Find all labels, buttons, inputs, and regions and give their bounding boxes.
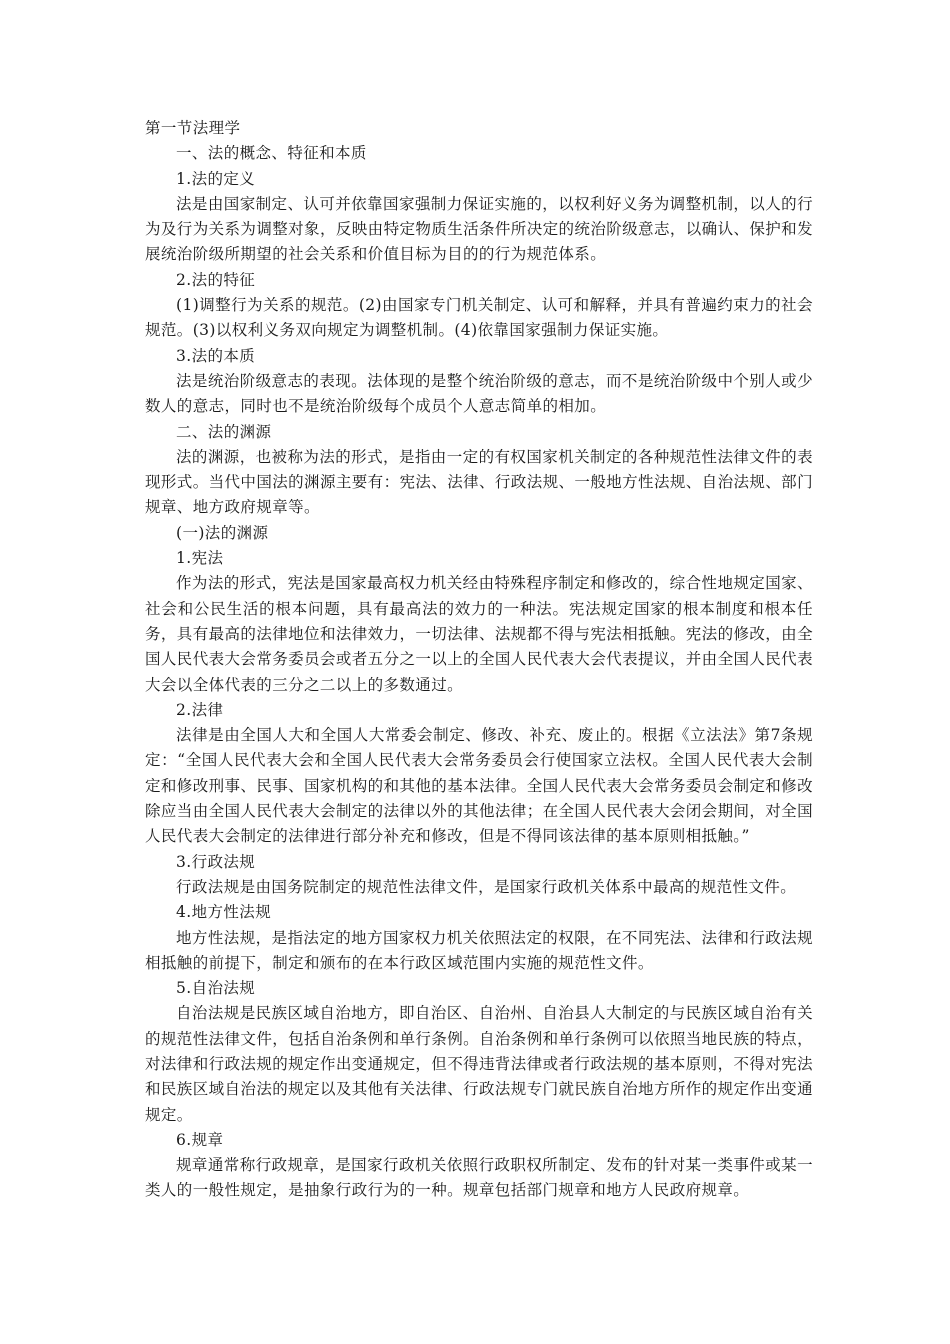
- paragraph: 规章通常称行政规章，是国家行政机关依照行政职权所制定、发布的针对某一类事件或某一类人的一般性规定，是抽象行政行为的一种。规章包括部门规章和地方人民政府规章。: [145, 1156, 813, 1200]
- paragraph: (1)调整行为关系的规范。(2)由国家专门机关制定、认可和解释，并具有普遍约束力的社会规范。(3)以权利义务双向规定为调整机制。(4)依靠国家强制力保证实施。: [145, 296, 813, 340]
- section-heading: 2.法的特征: [176, 270, 256, 289]
- section-heading: 一、法的概念、特征和本质: [176, 144, 367, 163]
- section-heading: 5.自治法规: [176, 979, 256, 998]
- section-heading: (一)法的渊源: [176, 523, 269, 542]
- section-heading: 3.法的本质: [176, 346, 256, 365]
- paragraph: 作为法的形式，宪法是国家最高权力机关经由特殊程序制定和修改的，综合性地规定国家、社会和公民生活的根本问题，具有最高法的效力的一种法。宪法规定国家的根本制度和根本任务，具有最高的法律地位和法律效力，一切法律、法规都不得与宪法相抵触。宪法的修改，由全国人民代表大会常务委员会或者五分之一以上的全国人民代表大会代表提议，并由全国人民代表大会以全体代表的三分之二以上的多数通过。: [145, 574, 813, 694]
- paragraph: 法律是由全国人大和全国人大常委会制定、修改、补充、废止的。根据《立法法》第7条规定：“全国人民代表大会和全国人民代表大会常务委员会行使国家立法权。全国人民代表大会制定和修改刑事、民事、国家机构的和其他的基本法律。全国人民代表大会常务委员会制定和修改除应当由全国人民代表大会制定的法律以外的其他法律；在全国人民代表大会闭会期间，对全国人民代表大会制定的法律进行部分补充和修改，但是不得同该法律的基本原则相抵触。”: [145, 726, 813, 846]
- paragraph: 地方性法规，是指法定的地方国家权力机关依照法定的权限，在不同宪法、法律和行政法规相抵触的前提下，制定和颁布的在本行政区域范围内实施的规范性文件。: [145, 928, 813, 972]
- section-heading: 3.行政法规: [176, 852, 256, 871]
- paragraph: 自治法规是民族区域自治地方，即自治区、自治州、自治县人大制定的与民族区域自治有关的规范性法律文件，包括自治条例和单行条例。自治条例和单行条例可以依照当地民族的特点，对法律和行政法规的规定作出变通规定，但不得违背法律或者行政法规的基本原则，不得对宪法和民族区域自治法的规定以及其他有关法律、行政法规专门就民族自治地方所作的规定作出变通规定。: [145, 1004, 813, 1124]
- section-heading: 1.宪法: [176, 549, 224, 568]
- section-heading: 1.法的定义: [176, 169, 256, 188]
- section-heading: 2.法律: [176, 700, 224, 719]
- section-heading: 6.规章: [176, 1130, 224, 1149]
- document-title: 第一节法理学: [145, 119, 241, 137]
- paragraph: 法的渊源，也被称为法的形式，是指由一定的有权国家机关制定的各种规范性法律文件的表现形式。当代中国法的渊源主要有：宪法、法律、行政法规、一般地方性法规、自治法规、部门规章、地方政府规章等。: [145, 447, 813, 517]
- paragraph: 法是统治阶级意志的表现。法体现的是整个统治阶级的意志，而不是统治阶级中个别人或少数人的意志，同时也不是统治阶级每个成员个人意志简单的相加。: [145, 371, 813, 416]
- document-body: [145, 141, 813, 1203]
- paragraph: 行政法规是由国务院制定的规范性法律文件，是国家行政机关体系中最高的规范性文件。: [176, 877, 797, 896]
- section-heading: 二、法的渊源: [176, 422, 272, 441]
- paragraph: 法是由国家制定、认可并依靠国家强制力保证实施的，以权利好义务为调整机制，以人的行为及行为关系为调整对象，反映由特定物质生活条件所决定的统治阶级意志，以确认、保护和发展统治阶级所期望的社会关系和价值目标为目的的行为规范体系。: [145, 194, 813, 264]
- document-page: [145, 116, 813, 1204]
- section-heading: 4.地方性法规: [176, 903, 272, 922]
